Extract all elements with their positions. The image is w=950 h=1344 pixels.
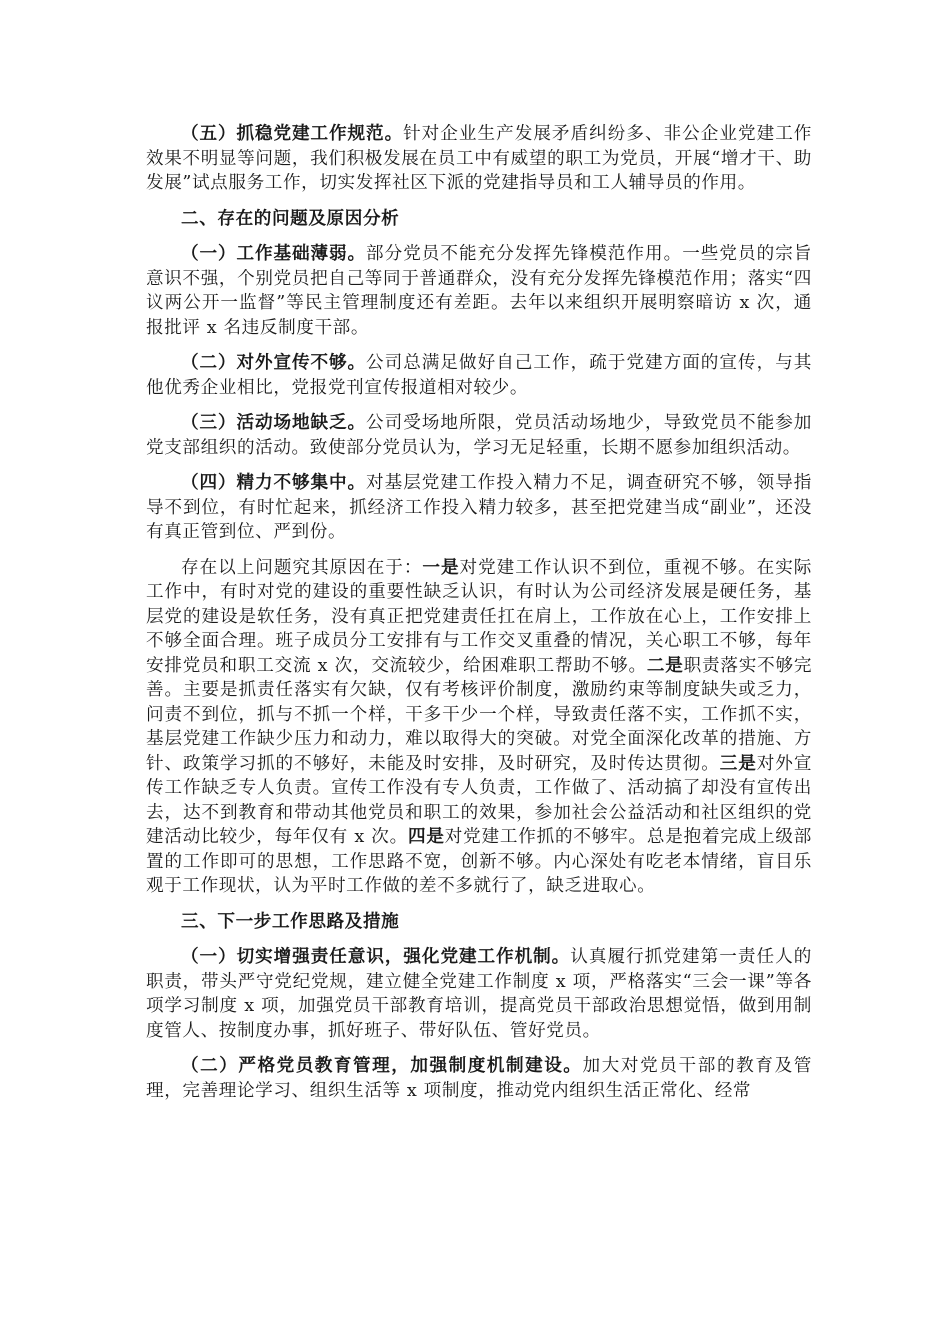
paragraph-education-management (146, 1054, 812, 1103)
paragraph-body: 对基层党建工作投入精力不足，调查研究不够，领导指导不到位，有时忙起来，抓经济工作投入精力较多，甚至把党建当成“副业”，还没有真正管到位、严到份。 (146, 473, 812, 542)
keyword-second: 二是 (646, 655, 684, 676)
paragraph-responsibility (146, 945, 812, 1043)
paragraph-weak-foundation (146, 242, 812, 340)
paragraph-heading: （二）对外宣传不够。 (181, 353, 366, 373)
document-page (146, 122, 812, 1103)
section-heading-problems: 二、存在的问题及原因分析 (181, 208, 400, 229)
paragraph-lack-of-focus (146, 471, 812, 545)
paragraph-body: 认真履行抓党建第一责任人的职责，带头严守党纪党规，建立健全党建工作制度 x 项，严格落实“三会一课”等各项学习制度 x 项，加强党员干部教育培训，提高党员干部政治思想觉悟，做到用制度管人、按制度办事，抓好班子、带好队伍、管好党员。 (146, 947, 812, 1041)
paragraph-body: 对党建工作认识不到位，重视不够。在实际工作中，有时对党的建设的重要性缺乏认识，有时认为公司经济发展是硬任务，基层党的建设是软任务，没有真正把党建责任扛在肩上，工作放在心上，工作安排上不够全面合理。班子成员分工安排有与工作交叉重叠的情况，关心职工不够，每年安排党员和职工交流 x 次，交流较少，给困难职工帮助不够。 (146, 557, 812, 676)
keyword-fourth: 四是 (408, 827, 445, 847)
keyword-first: 一是 (422, 557, 460, 578)
paragraph-insufficient-publicity (146, 351, 812, 400)
paragraph-intro: 存在以上问题究其原因在于： (181, 557, 423, 578)
keyword-third: 三是 (719, 753, 757, 774)
paragraph-body: 对外宣传工作缺乏专人负责。宣传工作没有专人负责，工作做了、活动搞了却没有宣传出去，达不到教育和带动其他党员和职工的效果，参加社会公益活动和社区组织的党建活动比较少，每年仅有 x 次。 (146, 753, 813, 847)
paragraph-standardize-party-building (146, 122, 812, 196)
paragraph-cause-analysis (146, 556, 812, 899)
paragraph-body: 对党建工作抓的不够牢。总是抱着完成上级部置的工作即可的思想，工作思路不宽，创新不够。内心深处有吃老本情绪，盲目乐观于工作现状，认为平时工作做的差不多就行了，缺乏进取心。 (146, 827, 812, 896)
paragraph-body: 公司总满足做好自己工作，疏于党建方面的宣传，与其他优秀企业相比，党报党刊宣传报道相对较少。 (146, 353, 812, 398)
paragraph-body: 公司受场地所限，党员活动场地少，导致党员不能参加党支部组织的活动。致使部分党员认为，学习无足轻重，长期不愿参加组织活动。 (146, 413, 812, 458)
paragraph-heading: （三）活动场地缺乏。 (181, 413, 366, 433)
paragraph-heading: （五）抓稳党建工作规范。 (181, 124, 404, 144)
section-heading-next-steps: 三、下一步工作思路及措施 (181, 911, 400, 932)
paragraph-body: 职责落实不够完善。主要是抓责任落实有欠缺，仅有考核评价制度，激励约束等制度缺失或乏力，问责不到位，抓与不抓一个样，干多干少一个样，导致责任落不实，工作抓不实，基层党建工作缺少压力和动力，难以取得大的突破。对党全面深化改革的措施、方针、政策学习抓的不够好，未能及时安排，及时研究，及时传达贯彻。 (146, 655, 813, 774)
paragraph-body: 加大对党员干部的教育及管理，完善理论学习、组织生活等 x 项制度，推动党内组织生活正常化、经常 (146, 1056, 812, 1101)
paragraph-heading: （一）切实增强责任意识，强化党建工作机制。 (181, 947, 571, 967)
paragraph-heading: （四）精力不够集中。 (181, 473, 366, 493)
paragraph-heading: （二）严格党员教育管理，加强制度机制建设。 (181, 1056, 583, 1076)
paragraph-body: 针对企业生产发展矛盾纠纷多、非公企业党建工作效果不明显等问题，我们积极发展在员工中有威望的职工为党员，开展“增才干、助发展”试点服务工作，切实发挥社区下派的党建指导员和工人辅导员的作用。 (146, 124, 812, 193)
paragraph-heading: （一）工作基础薄弱。 (181, 244, 366, 264)
paragraph-body: 部分党员不能充分发挥先锋模范作用。一些党员的宗旨意识不强，个别党员把自己等同于普通群众，没有充分发挥先锋模范作用；落实“四议两公开一监督”等民主管理制度还有差距。去年以来组织开展明察暗访 x 次，通报批评 x 名违反制度干部。 (146, 244, 812, 338)
paragraph-lack-of-venue (146, 411, 812, 460)
